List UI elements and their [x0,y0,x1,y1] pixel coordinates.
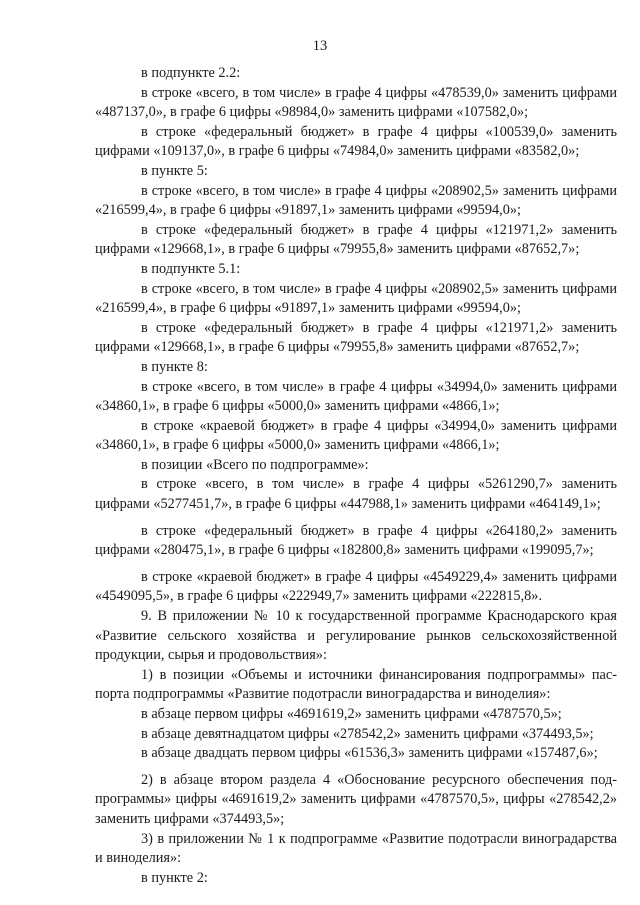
paragraph: в пункте 5: [141,162,208,179]
paragraph: в подпункте 5.1: [141,260,241,277]
paragraph: в абзаце первом цифры «4691619,2» заменить цифрами «4787570,5»; [141,706,562,722]
paragraph: в абзаце двадцать первом цифры «61536,3» заменить цифрами «157487,6»; [141,745,598,762]
page-number: 13 [312,38,328,54]
paragraph: в абзаце девятнадцатом цифры «278542,2» заменить цифрами «374493,5»; [141,725,594,742]
paragraph: в строке «федеральный бюджет» в графе 4 цифры «121971,2» заменить цифрами «129668,1», в графе 6 цифры «79955,8» заменить цифрами «87652,7»; [95,221,617,258]
document-body [95,64,617,888]
paragraph: 2) в абзаце втором раздела 4 «Обоснование ресурсного обеспечения подпрограммы» цифры «4691619,2» заменить цифрами «4787570,5», цифры «278542,2» заменить цифрами «374493,5»; [95,771,617,827]
paragraph: 9. В приложении № 10 к государственной программе Краснодарского края «Развитие сельского хозяйства и регулирование рынков сельскохозяйственной продукции, сырья и продовольствия»: [95,608,617,664]
paragraph: в строке «краевой бюджет» в графе 4 цифры «34994,0» заменить цифрами «34860,1», в графе 6 цифры «5000,0» заменить цифрами «4866,1»; [95,417,617,454]
paragraph: в строке «федеральный бюджет» в графе 4 цифры «264180,2» заменить цифрами «280475,1», в графе 6 цифры «182800,8» заменить цифрами «199095,7»; [95,522,617,559]
paragraph: в строке «федеральный бюджет» в графе 4 цифры «100539,0» заменить цифрами «109137,0», в графе 6 цифры «74984,0» заменить цифрами «83582,0»; [95,123,617,160]
paragraph: в строке «краевой бюджет» в графе 4 цифры «4549229,4» заменить цифрами «4549095,5», в графе 6 цифры «222949,7» заменить цифрами «222815,8». [95,568,617,605]
paragraph: в строке «всего, в том числе» в графе 4 цифры «478539,0» заменить цифрами «487137,0», в графе 6 цифры «98984,0» заменить цифрами «107582,0»; [95,84,617,121]
paragraph: в пункте 2: [141,869,208,886]
paragraph: в строке «всего, в том числе» в графе 4 цифры «5261290,7» заменить цифрами «5277451,7», в графе 6 цифры «447988,1» заменить цифрами «464149,1»; [95,476,617,513]
paragraph: 1) в позиции «Объемы и источники финансирования подпрограммы» паспорта подпрограммы «Развитие подотрасли виноградарства и виноделия»: [95,666,617,703]
paragraph: 3) в приложении № 1 к подпрограмме «Развитие подотрасли виноградарства и виноделия»: [95,830,617,867]
paragraph: в пункте 8: [141,358,208,375]
paragraph: в строке «всего, в том числе» в графе 4 цифры «208902,5» заменить цифрами «216599,4», в графе 6 цифры «91897,1» заменить цифрами «99594,0»; [95,280,617,317]
paragraph: в строке «всего, в том числе» в графе 4 цифры «208902,5» заменить цифрами «216599,4», в графе 6 цифры «91897,1» заменить цифрами «99594,0»; [95,182,617,219]
paragraph: в строке «федеральный бюджет» в графе 4 цифры «121971,2» заменить цифрами «129668,1», в графе 6 цифры «79955,8» заменить цифрами «87652,7»; [95,319,617,356]
paragraph: в строке «всего, в том числе» в графе 4 цифры «34994,0» заменить цифрами «34860,1», в графе 6 цифры «5000,0» заменить цифрами «4866,1»; [95,378,617,415]
paragraph: в подпункте 2.2: [141,65,241,81]
paragraph: в позиции «Всего по подпрограмме»: [141,456,369,473]
